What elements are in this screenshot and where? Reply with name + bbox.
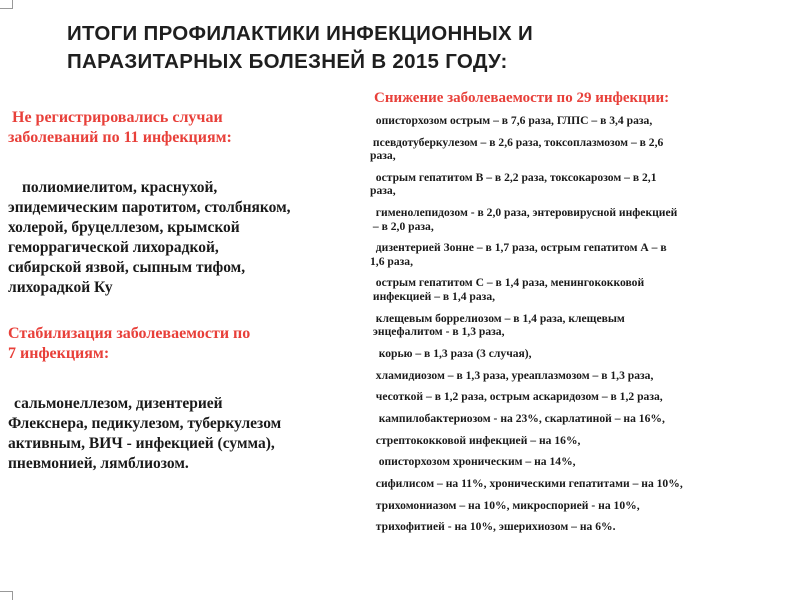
decrease-item [370, 114, 790, 128]
decrease-item-line: дизентерией Зонне – в 1,7 раза, острым гепатитом А – в [370, 241, 667, 255]
list-line: сибирской язвой, сыпным тифом, [8, 259, 246, 276]
decrease-item [370, 206, 790, 233]
decrease-item [370, 520, 790, 534]
decrease-item [370, 312, 790, 339]
title-line-1: ИТОГИ ПРОФИЛАКТИКИ ИНФЕКЦИОННЫХ И [67, 22, 534, 45]
not-registered-heading [8, 108, 370, 148]
decrease-item-line: кампилобактериозом - на 23%, скарлатиной – на 16%, [370, 411, 665, 425]
decrease-item-line: описторхозом острым – в 7,6 раза, ГЛПС – в 3,4 раза, [370, 114, 653, 127]
decrease-item-line: трихофитией - на 10%, эшерихиозом – на 6%. [370, 520, 616, 534]
list-line: геморрагической лихорадкой, [8, 239, 219, 256]
decrease-item [370, 276, 790, 303]
decrease-item [370, 477, 790, 491]
decrease-item [370, 412, 790, 426]
decrease-item [370, 171, 790, 198]
corner-frame-bottom [0, 591, 13, 600]
stabilization-list [8, 394, 370, 474]
list-line: пневмонией, лямблиозом. [8, 455, 189, 472]
decrease-item [370, 136, 790, 163]
title-line-2: ПАРАЗИТАРНЫХ БОЛЕЗНЕЙ В 2015 ГОДУ: [67, 50, 508, 73]
heading-line: Не регистрировались случаи [12, 109, 223, 126]
decrease-item-line: 1,6 раза, [370, 254, 413, 268]
decrease-item [370, 390, 790, 404]
heading-line: Стабилизация заболеваемости по [8, 325, 251, 342]
right-column [370, 88, 790, 542]
not-registered-list [8, 178, 370, 298]
decrease-item-line: раза, [370, 184, 396, 198]
list-line: Флекснера, педикулезом, туберкулезом [8, 415, 282, 432]
decrease-item-line: раза, [370, 149, 396, 163]
decrease-item-line: клещевым боррелиозом – в 1,4 раза, клещевым [370, 311, 625, 325]
decrease-item-line: энцефалитом - в 1,3 раза, [370, 325, 505, 339]
list-line: сальмонеллезом, дизентерией [14, 395, 223, 412]
decrease-item-line: чесоткой – в 1,2 раза, острым аскаридозом – в 1,2 раза, [370, 390, 663, 404]
decrease-item-line: инфекцией – в 1,4 раза, [370, 289, 496, 303]
heading-line: заболеваний по 11 инфекциям: [8, 129, 232, 146]
heading-line: 7 инфекциям: [8, 345, 110, 362]
decrease-item-line: – в 2,0 раза, [370, 219, 434, 233]
list-line: эпидемическим паротитом, столбняком, [8, 199, 291, 216]
decrease-list [370, 114, 790, 534]
decrease-item [370, 455, 790, 469]
decrease-item [370, 241, 790, 268]
decrease-item-line: корью – в 1,3 раза (3 случая), [370, 346, 532, 360]
decrease-item [370, 499, 790, 513]
decrease-item-line: гименолепидозом - в 2,0 раза, энтеровирусной инфекцией [370, 206, 678, 220]
corner-frame-top [0, 0, 13, 9]
decrease-item [370, 434, 790, 448]
decrease-item-line: описторхозом хроническим – на 14%, [370, 455, 576, 469]
list-line: активным, ВИЧ - инфекцией (сумма), [8, 435, 275, 452]
stabilization-heading [8, 324, 370, 364]
decrease-item [370, 369, 790, 383]
decrease-item-line: острым гепатитом В – в 2,2 раза, токсокарозом – в 2,1 [370, 170, 657, 184]
left-column [8, 108, 370, 474]
decrease-item-line: острым гепатитом С – в 1,4 раза, менингококковой [370, 276, 645, 290]
list-line: лихорадкой Ку [8, 279, 113, 296]
decrease-heading: Снижение заболеваемости по 29 инфекции: [374, 90, 670, 106]
list-line: полиомиелитом, краснухой, [22, 179, 218, 196]
decrease-item-line: стрептококковой инфекцией – на 16%, [370, 433, 581, 447]
slide-title [67, 20, 787, 76]
decrease-item-line: псевдотуберкулезом – в 2,6 раза, токсоплазмозом – в 2,6 [370, 135, 664, 149]
decrease-item-line: хламидиозом – в 1,3 раза, уреаплазмозом – в 1,3 раза, [370, 368, 654, 382]
decrease-item-line: трихомониазом – на 10%, микроспорией - на 10%, [370, 498, 640, 512]
decrease-item-line: сифилисом – на 11%, хроническими гепатитами – на 10%, [370, 476, 683, 490]
decrease-item [370, 347, 790, 361]
list-line: холерой, бруцеллезом, крымской [8, 219, 240, 236]
